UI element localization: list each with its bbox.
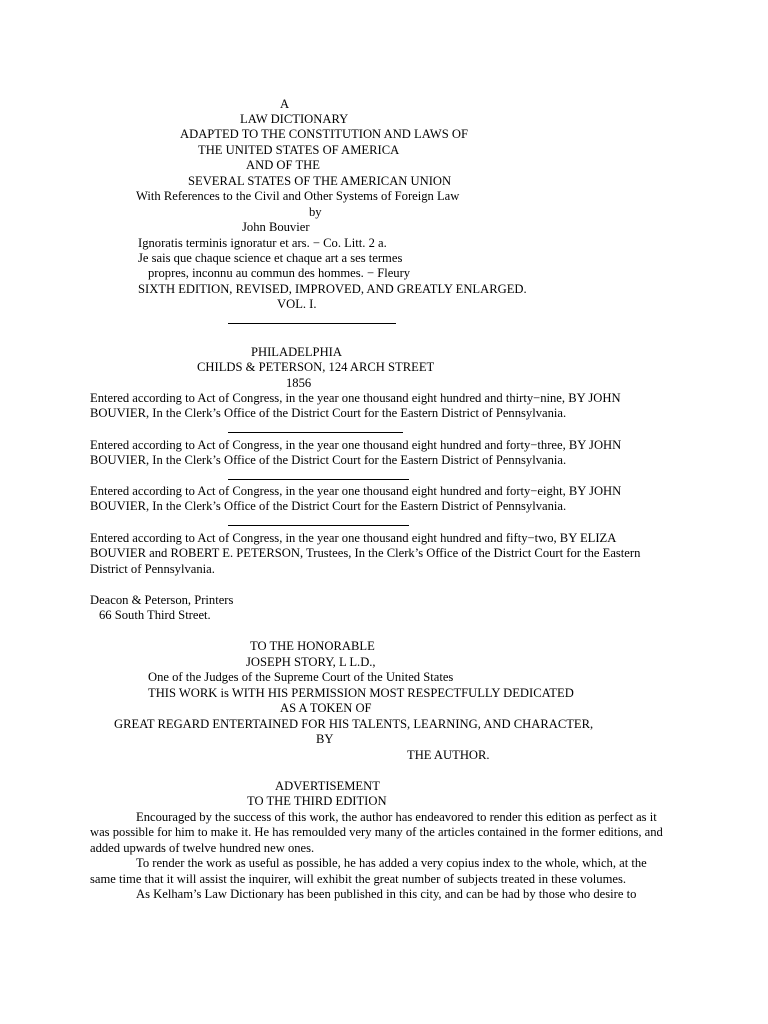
copyright-line: BOUVIER, In the Clerk’s Office of the District Court for the Eastern District of Pennsylvania. — [90, 453, 567, 467]
title-article: A — [280, 97, 290, 111]
copyright-line: Entered according to Act of Congress, in the year one thousand eight hundred and fifty−two, BY ELIZA — [90, 531, 617, 545]
title-line: THE UNITED STATES OF AMERICA — [198, 143, 400, 157]
paragraph-line: added upwards of twelve hundred new ones. — [90, 841, 315, 855]
imprint-city: PHILADELPHIA — [251, 345, 342, 359]
paragraph-line: Encouraged by the success of this work, the author has endeavored to render this edition as perfect as it — [136, 810, 657, 824]
epigraph-latin: Ignoratis terminis ignoratur et ars. − Co. Litt. 2 a. — [138, 236, 387, 250]
title-line: AND OF THE — [246, 158, 320, 172]
title-line: SEVERAL STATES OF THE AMERICAN UNION — [188, 174, 452, 188]
imprint-year: 1856 — [286, 376, 312, 390]
edition-line: SIXTH EDITION, REVISED, IMPROVED, AND GREATLY ENLARGED. — [138, 282, 527, 296]
printer-name: Deacon & Peterson, Printers — [90, 593, 234, 607]
imprint-publisher: CHILDS & PETERSON, 124 ARCH STREET — [197, 360, 435, 374]
copyright-line: BOUVIER and ROBERT E. PETERSON, Trustees, In the Clerk’s Office of the District Court for the Eastern — [90, 546, 641, 560]
title-line: ADAPTED TO THE CONSTITUTION AND LAWS OF — [180, 127, 468, 141]
dedication-by: BY — [316, 732, 334, 746]
copyright-line: Entered according to Act of Congress, in the year one thousand eight hundred and forty−eight, BY JOHN — [90, 484, 622, 498]
paragraph-line: same time that it will assist the inquirer, will exhibit the great number of subjects treated in these volumes. — [90, 872, 627, 886]
dedication-author: THE AUTHOR. — [407, 748, 490, 762]
dedication-line: AS A TOKEN OF — [280, 701, 372, 715]
author-name: John Bouvier — [242, 220, 310, 234]
epigraph-french: propres, inconnu au commun des hommes. − Fleury — [148, 266, 411, 280]
dedication-line: GREAT REGARD ENTERTAINED FOR HIS TALENTS, LEARNING, AND CHARACTER, — [114, 717, 594, 731]
epigraph-french: Je sais que chaque science et chaque art a ses termes — [138, 251, 403, 265]
references-line: With References to the Civil and Other Systems of Foreign Law — [136, 189, 460, 203]
paragraph-line: To render the work as useful as possible, he has added a very copius index to the whole, which, at the — [136, 856, 647, 870]
copyright-line: BOUVIER, In the Clerk’s Office of the District Court for the Eastern District of Pennsylvania. — [90, 499, 567, 513]
paragraph-line: was possible for him to make it. He has remoulded very many of the articles contained in the former editions, and — [90, 825, 663, 839]
dedication-to: TO THE HONORABLE — [250, 639, 375, 653]
copyright-line: Entered according to Act of Congress, in the year one thousand eight hundred and forty−three, BY JOHN — [90, 438, 622, 452]
divider — [228, 432, 403, 433]
dedication-name: JOSEPH STORY, L L.D., — [246, 655, 376, 669]
by-line: by — [309, 205, 322, 219]
divider — [228, 479, 409, 480]
book-title: LAW DICTIONARY — [240, 112, 349, 126]
printer-address: 66 South Third Street. — [99, 608, 211, 622]
divider — [228, 525, 409, 526]
dedication-role: One of the Judges of the Supreme Court of the United States — [148, 670, 454, 684]
dedication-line: THIS WORK is WITH HIS PERMISSION MOST RESPECTFULLY DEDICATED — [148, 686, 574, 700]
volume-line: VOL. I. — [277, 297, 317, 311]
copyright-line: Entered according to Act of Congress, in the year one thousand eight hundred and thirty−nine, BY JOHN — [90, 391, 621, 405]
advertisement-subheading: TO THE THIRD EDITION — [247, 794, 387, 808]
copyright-line: BOUVIER, In the Clerk’s Office of the District Court for the Eastern District of Pennsylvania. — [90, 406, 567, 420]
divider — [228, 323, 396, 324]
paragraph-line: As Kelham’s Law Dictionary has been published in this city, and can be had by those who desire to — [136, 887, 637, 901]
copyright-line: District of Pennsylvania. — [90, 562, 215, 576]
advertisement-heading: ADVERTISEMENT — [275, 779, 380, 793]
